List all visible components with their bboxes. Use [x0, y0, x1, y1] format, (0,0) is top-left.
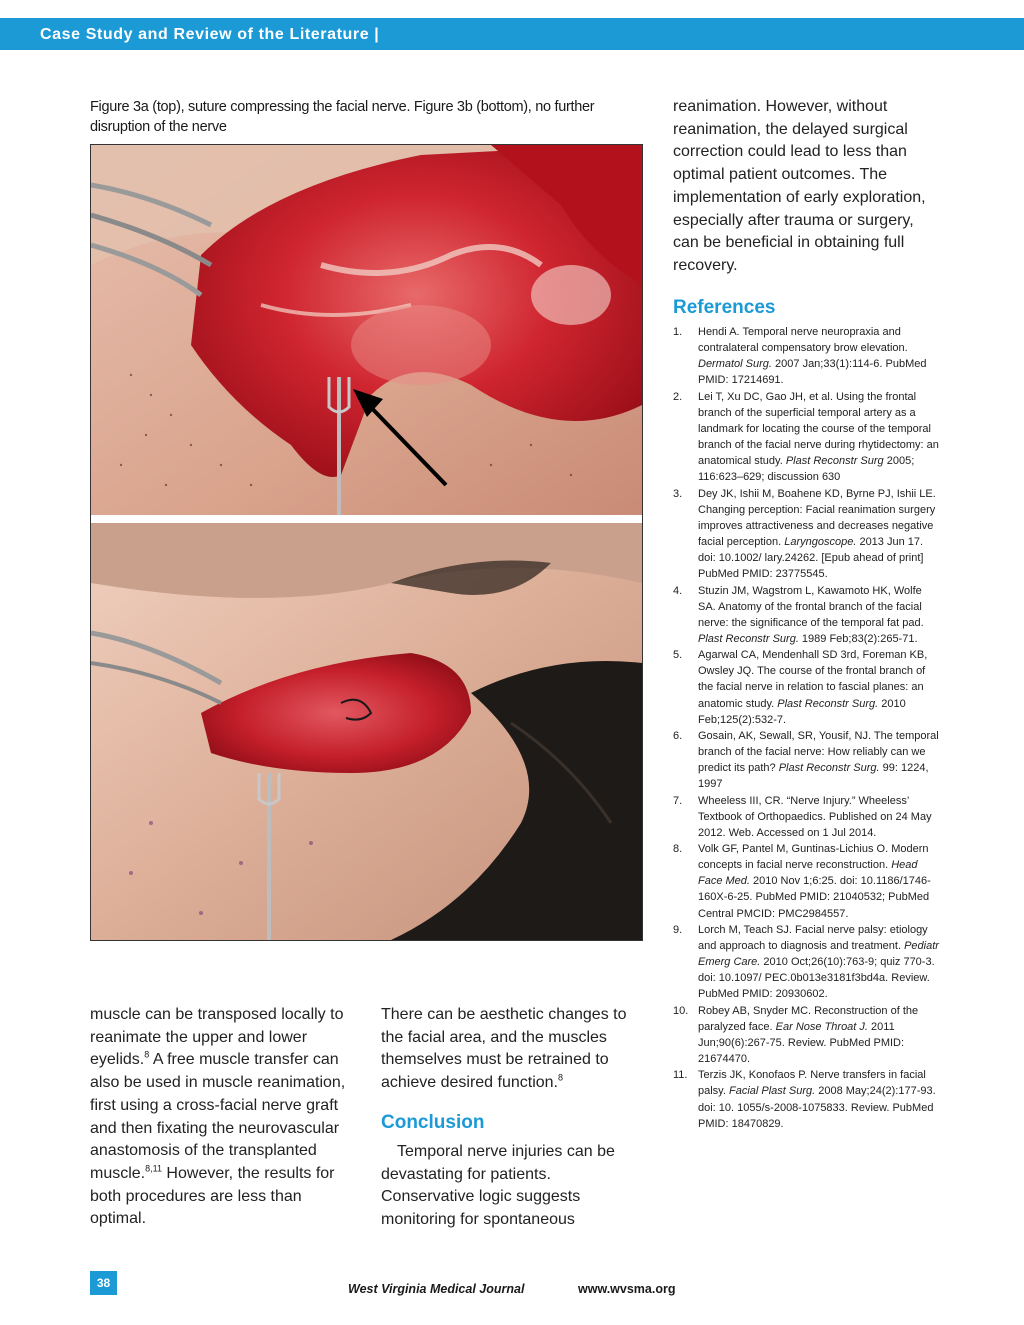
reference-journal: Facial Plast Surg. — [728, 1085, 816, 1098]
figure-3b-photo — [91, 523, 642, 940]
figure-3a-photo — [91, 145, 642, 515]
references-heading: References — [673, 297, 776, 318]
reference-number: 8. — [673, 843, 683, 855]
reference-journal: Pediatr Emerg Care. — [698, 939, 939, 969]
reference-number: 11. — [673, 1069, 688, 1082]
continuation-paragraph: reanimation. However, without reanimation, the delayed surgical correction could lead to less than optimal patient outcomes. The implementation of early exploration, especially after trauma or surgery, can be beneficial in obtaining full recovery. — [673, 98, 926, 274]
reference-details: 2013 Jun 17. doi: 10.1002/ lary.24262. [Epub ahead of print] PubMed PMID: 23775545. — [698, 536, 924, 581]
reference-item — [673, 647, 939, 728]
reference-details: 1989 Feb;83(2):265-71. — [798, 632, 918, 645]
reference-number: 3. — [673, 487, 683, 500]
reference-details: 2011 Jun;90(6):267-75. Review. PubMed PMID: 21674470. — [698, 1020, 905, 1066]
reference-text: Lorch M, Teach SJ. Facial nerve palsy: etiology and approach to diagnosis and treatment. — [698, 923, 928, 952]
reference-journal: Head Face Med. — [698, 859, 918, 888]
reference-text: Gosain, AK, Sewall, SR, Yousif, NJ. The temporal branch of the facial nerve: How reliably can we predict its path? — [698, 729, 939, 775]
page-number: 38 — [90, 1271, 117, 1295]
reference-item — [673, 324, 939, 389]
reference-item — [673, 389, 939, 486]
reference-number: 4. — [673, 584, 683, 597]
figure-caption: Figure 3a (top), suture compressing the facial nerve. Figure 3b (bottom), no further disruption of the nerve — [90, 99, 595, 135]
footer-url[interactable]: www.wvsma.org — [578, 1282, 676, 1296]
reference-details: 2010 Nov 1;6:25. doi: 10.1186/1746-160X-6-25. PubMed PMID: 21040532; PubMed Central PMCID: PMC2984557. — [698, 875, 931, 920]
citation-sup: 8 — [558, 1072, 564, 1083]
reference-text: Lei T, Xu DC, Gao JH, et al. Using the frontal branch of the superficial temporal artery as a landmark for locating the course of the temporal branch of the facial nerve during rhytidectomy: an anatomical study. — [698, 390, 939, 468]
middle-text: There can be aesthetic changes to the facial area, and the muscles themselves must be retrained to achieve desired function. — [381, 1006, 627, 1092]
conclusion-paragraph: Temporal nerve injuries can be devastating for patients. Conservative logic suggests monitoring for spontaneous — [381, 1143, 615, 1229]
reference-journal: Laryngoscope. — [784, 536, 857, 549]
footer-journal: West Virginia Medical Journal — [348, 1282, 525, 1296]
reference-details: 2005; 116:623–629; discussion 630 — [698, 455, 915, 484]
reference-text: Volk GF, Pantel M, Guntinas-Lichius O. Modern concepts in facial nerve reconstruction. — [698, 843, 929, 872]
reference-text: Robey AB, Snyder MC. Reconstruction of the paralyzed face. — [698, 1004, 919, 1033]
left-text-part2: A free muscle transfer can also be used in muscle reanimation, first using a cross-facial nerve graft and then fixating the neurovascular anastomosis of the transplanted muscle. — [90, 1051, 346, 1182]
reference-text: Agarwal CA, Mendenhall SD 3rd, Foreman KB, Owsley JQ. The course of the frontal branch of the facial nerve in relation to fascial planes: an anatomic study. — [698, 649, 928, 710]
right-column-text — [673, 96, 935, 278]
reference-item — [673, 1067, 939, 1132]
left-paragraph — [90, 1004, 350, 1231]
reference-journal: Plast Reconstr Surg. — [778, 762, 880, 775]
reference-journal: Plast Reconstr Surg — [785, 455, 884, 468]
reference-item — [673, 583, 939, 648]
reference-text: Terzis JK, Konofaos P. Nerve transfers in facial palsy. — [698, 1069, 926, 1098]
reference-details: 2008 May;24(2):177-93. doi: 10. 1055/s-2008-1075833. Review. PubMed PMID: 18470829. — [698, 1085, 936, 1130]
reference-item — [673, 841, 939, 922]
header-bar — [0, 18, 1024, 50]
reference-journal: Plast Reconstr Surg. — [698, 632, 799, 645]
reference-text: Stuzin JM, Wagstrom L, Kawamoto HK, Wolfe SA. Anatomy of the frontal branch of the facial nerve: the significance of the temporal fat pad. — [698, 584, 924, 629]
reference-item — [673, 922, 939, 1003]
reference-number: 5. — [673, 649, 683, 662]
left-text-part3: However, the results for both procedures are less than optimal. — [90, 1164, 335, 1228]
figure-3 — [90, 144, 643, 941]
reference-number: 10. — [673, 1004, 689, 1017]
citation-sup: 8 — [144, 1050, 150, 1061]
middle-column-text — [381, 1004, 643, 1095]
reference-text: Dey JK, Ishii M, Boahene KD, Byrne PJ, Ishii LE. Changing perception: Facial reanimation surgery improves attractiveness and decreases negative facial perception. — [698, 487, 936, 549]
left-column-text — [90, 1004, 350, 1231]
left-text-part1: muscle can be transposed locally to reanimate the upper and lower eyelids. — [90, 1006, 344, 1069]
reference-text: Hendi A. Temporal nerve neuropraxia and contralateral compensatory brow elevation. — [698, 326, 908, 355]
reference-details: 2010 Feb;125(2):532-7. — [698, 697, 906, 726]
reference-item — [673, 1003, 939, 1068]
reference-number: 7. — [673, 794, 683, 807]
citation-sup: 8,11 — [145, 1163, 162, 1174]
reference-item — [673, 793, 939, 841]
conclusion-text — [381, 1141, 643, 1232]
reference-number: 9. — [673, 923, 683, 936]
section-title: Case Study and Review of the Literature | — [40, 26, 380, 43]
conclusion-heading: Conclusion — [381, 1112, 485, 1133]
reference-item — [673, 486, 939, 583]
reference-details: 99: 1224, 1997 — [698, 762, 929, 791]
reference-number: 6. — [673, 729, 683, 742]
reference-list — [673, 324, 939, 1132]
reference-journal: Ear Nose Throat J. — [775, 1020, 868, 1033]
reference-details: 2010 Oct;26(10):763-9; quiz 770-3. doi: 10.1097/ PEC.0b013e3181f3bd4a. Review. PubMed PMID: 20930602. — [698, 956, 935, 1001]
reference-details: 2007 Jan;33(1):114-6. PubMed PMID: 17214691. — [698, 358, 927, 387]
reference-number: 1. — [673, 326, 683, 338]
reference-journal: Plast Reconstr Surg. — [777, 697, 879, 710]
reference-text: Wheeless III, CR. “Nerve Injury.” Wheeless’ Textbook of Orthopaedics. Published on 24 May 2012. Web. Accessed on 1 Jul 2014. — [698, 794, 932, 839]
middle-paragraph — [381, 1004, 643, 1095]
reference-number: 2. — [673, 390, 683, 403]
reference-journal: Dermatol Surg. — [698, 358, 772, 371]
reference-item — [673, 728, 939, 793]
